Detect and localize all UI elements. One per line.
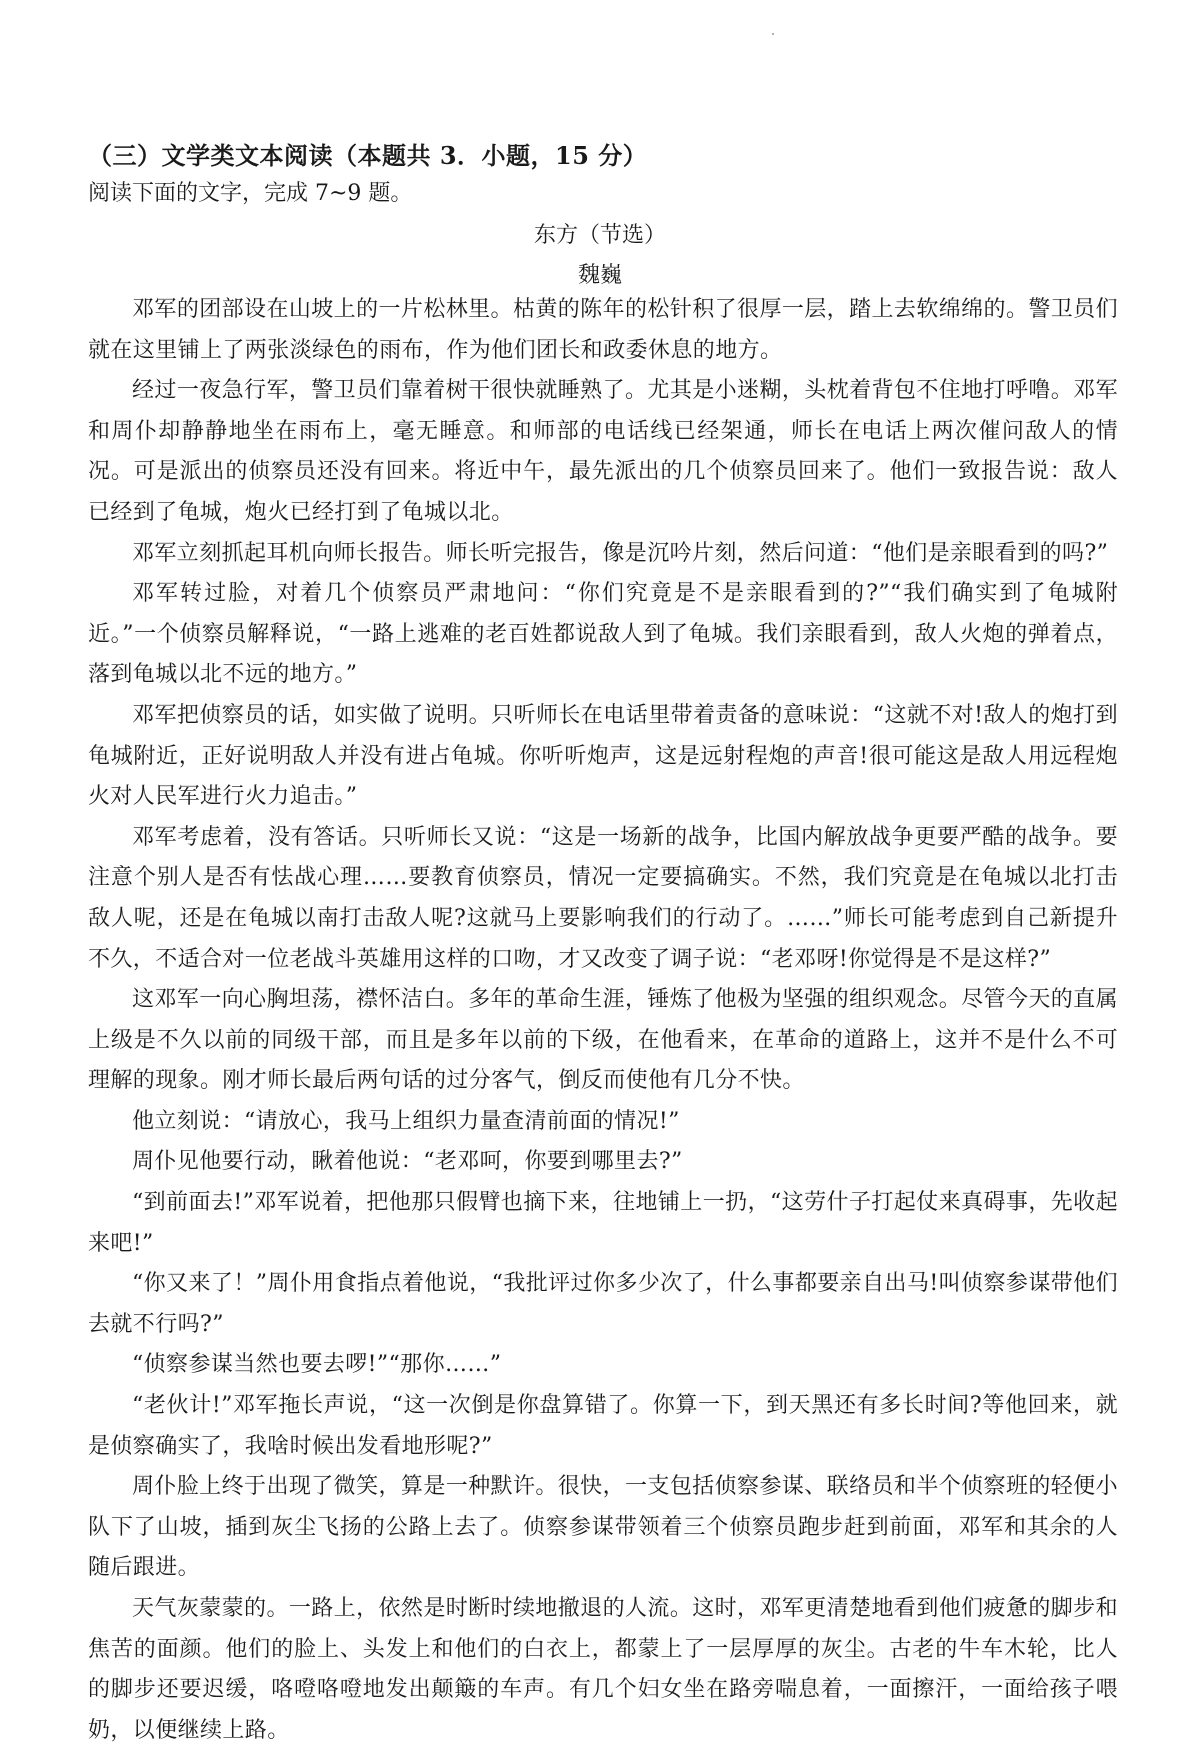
- paragraph: 邓军考虑着，没有答话。只听师长又说：“这是一场新的战争，比国内解放战争更要严酷的战争。要注意个别人是否有怯战心理……要教育侦察员，情况一定要搞确实。不然，我们究竟是在龟城以北打击敌人呢，还是在龟城以南打击敌人呢?这就马上要影响我们的行动了。……”师长可能考虑到自己新提升不久，不适合对一位老战斗英雄用这样的口吻，才又改变了调子说：“老邓呀!你觉得是不是这样?”: [88, 824, 1118, 972]
- paragraph: 他立刻说：“请放心，我马上组织力量查清前面的情况!”: [132, 1108, 680, 1134]
- paragraph: 邓军把侦察员的话，如实做了说明。只听师长在电话里带着责备的意味说：“这就不对!敌人的炮打到龟城附近，正好说明敌人并没有进占龟城。你听听炮声，这是远射程炮的声音!很可能这是敌人用远程炮火对人民军进行火力追击。”: [88, 702, 1118, 810]
- paragraph: “老伙计!”邓军拖长声说，“这一次倒是你盘算错了。你算一下，到天黑还有多长时间?等他回来，就是侦察确实了，我啥时候出发看地形呢?”: [88, 1393, 1118, 1459]
- article-body: [88, 290, 1118, 1751]
- paragraph: “你又来了！”周仆用食指点着他说，“我批评过你多少次了，什么事都要亲自出马!叫侦察参谋带他们去就不行吗?”: [88, 1271, 1118, 1337]
- paragraph: 周仆见他要行动，瞅着他说：“老邓呵，你要到哪里去?”: [132, 1149, 683, 1175]
- reading-instruction: 阅读下面的文字，完成 7~9 题。: [88, 181, 413, 206]
- paragraph: 邓军立刻抓起耳机向师长报告。师长听完报告，像是沉吟片刻，然后问道：“他们是亲眼看到的吗?”: [132, 540, 1109, 566]
- paragraph: 这邓军一向心胸坦荡，襟怀洁白。多年的革命生涯，锤炼了他极为坚强的组织观念。尽管今天的直属上级是不久以前的同级干部，而且是多年以前的下级，在他看来，在革命的道路上，这并不是什么不可理解的现象。刚才师长最后两句话的过分客气，倒反而使他有几分不快。: [88, 987, 1118, 1094]
- article-author: 魏巍: [577, 263, 622, 288]
- paragraph: 天气灰蒙蒙的。一路上，依然是时断时续地撤退的人流。这时，邓军更清楚地看到他们疲惫的脚步和焦苦的面颜。他们的脸上、头发上和他们的白衣上，都蒙上了一层厚厚的灰尘。古老的牛车木轮，比人的脚步还要迟缓，咯噔咯噔地发出颠簸的车声。有几个妇女坐在路旁喘息着，一面擦汗，一面给孩子喂奶，以便继续上路。: [88, 1596, 1118, 1743]
- section-heading: （三）文学类文本阅读（本题共 3．小题，15 分）: [88, 141, 648, 170]
- paragraph: “侦察参谋当然也要去啰!”“那你……”: [132, 1352, 502, 1378]
- paragraph: “到前面去!”邓军说着，把他那只假臂也摘下来，往地铺上一扔，“这劳什子打起仗来真碍事，先收起来吧!”: [88, 1190, 1118, 1256]
- paragraph: 邓军的团部设在山坡上的一片松林里。枯黄的陈年的松针积了很厚一层，踏上去软绵绵的。警卫员们就在这里铺上了两张淡绿色的雨布，作为他们团长和政委休息的地方。: [88, 297, 1118, 363]
- paragraph: 周仆脸上终于出现了微笑，算是一种默许。很快，一支包括侦察参谋、联络员和半个侦察班的轻便小队下了山坡，插到灰尘飞扬的公路上去了。侦察参谋带领着三个侦察员跑步赶到前面，邓军和其余的人随后跟进。: [88, 1474, 1118, 1581]
- paragraph: 邓军转过脸，对着几个侦察员严肃地问：“你们究竟是不是亲眼看到的?”“我们确实到了龟城附近。”一个侦察员解释说，“一路上逃难的老百姓都说敌人到了龟城。我们亲眼看到，敌人火炮的弹着点，落到龟城以北不远的地方。”: [88, 581, 1118, 688]
- article-title: 东方（节选）: [533, 223, 666, 248]
- paragraph: 经过一夜急行军，警卫员们靠着树干很快就睡熟了。尤其是小迷糊，头枕着背包不住地打呼噜。邓军和周仆却静静地坐在雨布上，毫无睡意。和师部的电话线已经架通，师长在电话上两次催问敌人的情况。可是派出的侦察员还没有回来。将近中午，最先派出的几个侦察员回来了。他们一致报告说：敌人已经到了龟城，炮火已经打到了龟城以北。: [88, 378, 1118, 525]
- scan-speck: [772, 33, 774, 35]
